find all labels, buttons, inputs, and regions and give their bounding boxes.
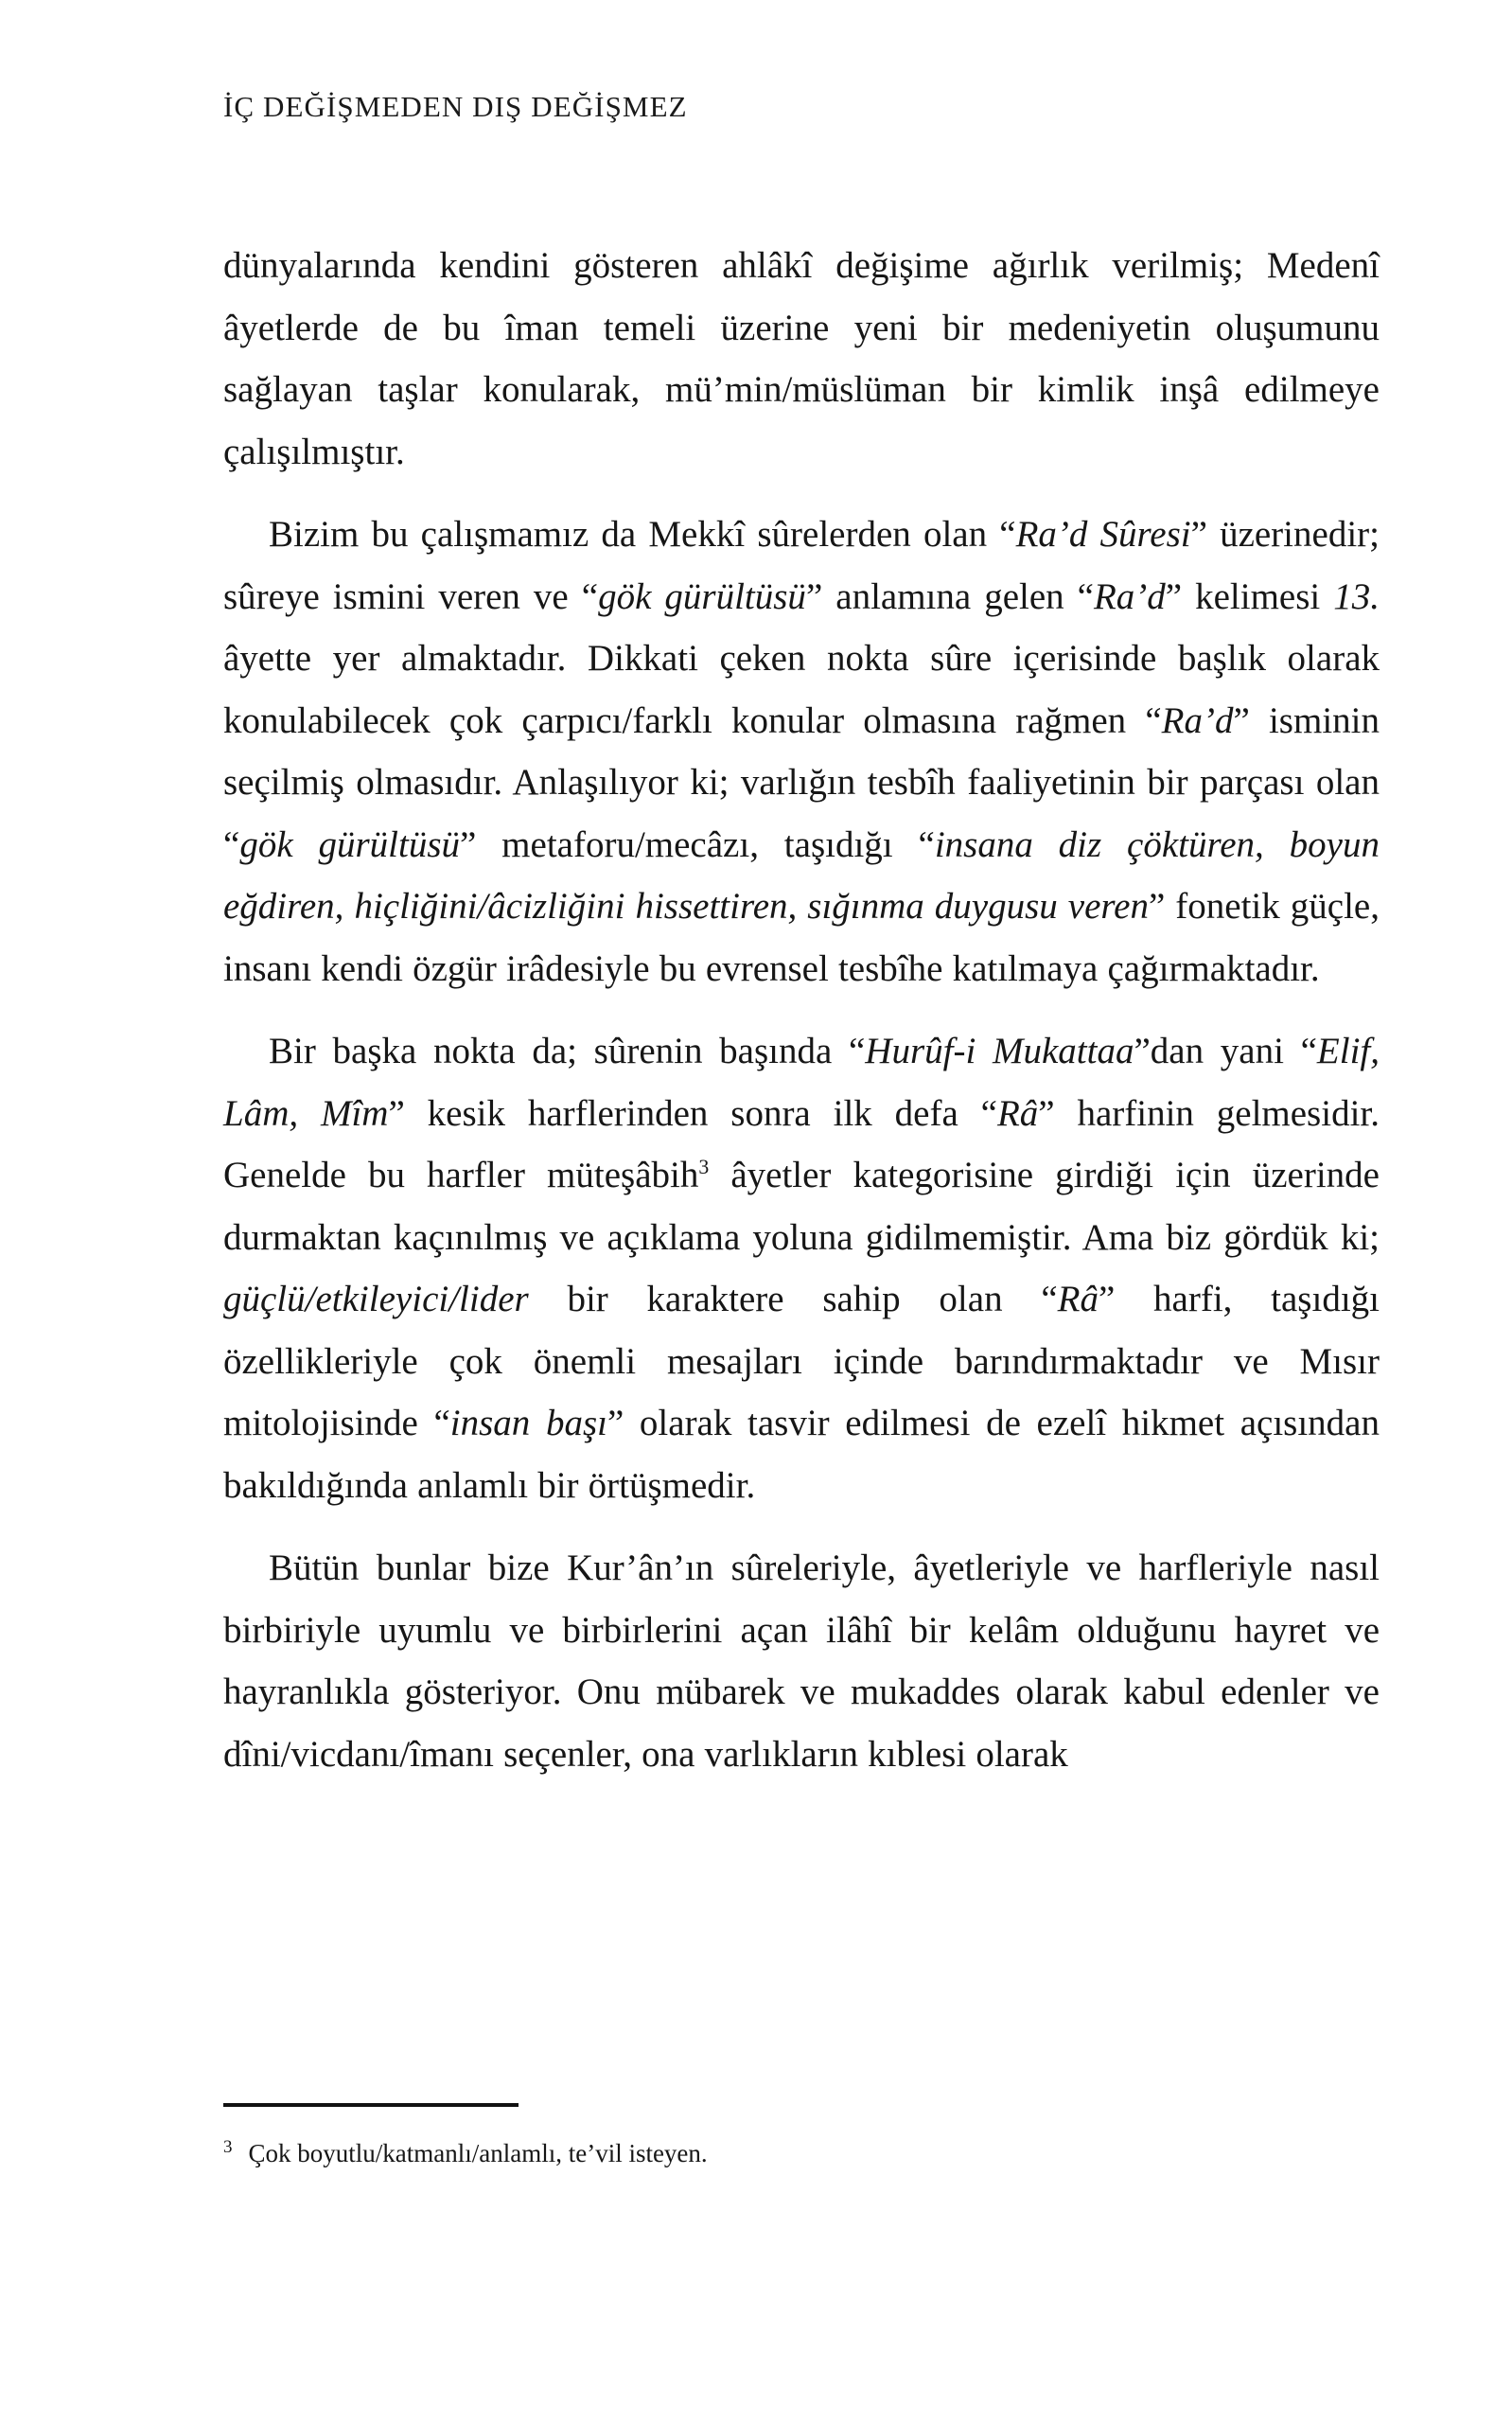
italic-run: Ra’d Sûresi xyxy=(1015,514,1191,555)
paragraph-p3 xyxy=(223,1020,1380,1516)
italic-run: Hurûf-i Mukattaa xyxy=(865,1031,1134,1071)
text-run: ” üzerinedir; sûreye ismini veren ve “ xyxy=(223,514,1380,617)
italic-run: Râ xyxy=(996,1092,1039,1134)
text-run: ” fonetik güçle, insanı kendi özgür irâdesiyle bu evrensel tesbîhe katılmaya çağırmaktadır. xyxy=(223,886,1380,989)
italic-run: gök gürültüsü xyxy=(239,823,461,865)
italic-run: Râ xyxy=(1057,1279,1099,1319)
text-run: âyette yer almaktadır. Dikkati çeken nokta sûre içerisinde başlık olarak konulabilecek çok çarpıcı/farklı konular olmasına rağmen “ xyxy=(223,638,1380,741)
paragraph-p1 xyxy=(223,235,1380,483)
footnote-marker: 3 xyxy=(223,2137,233,2157)
text-run: dünyalarında kendini gösteren ahlâkî değişime ağırlık verilmiş; Medenî âyetlerde de bu îman temeli üzerine yeni bir medeniyetin oluşumunu sağlayan taşlar konularak, mü’min/müslüman bir kimlik inşâ edilmeye çalışılmıştır. xyxy=(223,245,1380,472)
footnote-item xyxy=(223,2135,1380,2171)
text-run: ” isminin seçilmiş olmasıdır. Anlaşılıyor ki; varlığın tesbîh faaliyetinin bir parçası olan “ xyxy=(223,699,1380,865)
text-run: ” harfi, taşıdığı özellikleriyle çok önemli mesajları içinde barındırmaktadır ve Mısır mitolojisinde “ xyxy=(223,1279,1380,1443)
footnote-reference[interactable]: 3 xyxy=(698,1156,710,1178)
text-run: Bizim bu çalışmamız da Mekkî sûrelerden olan “ xyxy=(269,514,1016,555)
text-run: ” kesik harflerinden sonra ilk defa “ xyxy=(388,1092,997,1134)
italic-run: Elif, Lâm, Mîm xyxy=(223,1031,1380,1134)
footnote-text: Çok boyutlu/katmanlı/anlamlı, te’vil isteyen. xyxy=(248,2139,708,2167)
paragraph-p2 xyxy=(223,504,1380,999)
text-run: Bir başka nokta da; sûrenin başında “ xyxy=(269,1031,866,1071)
text-run: ” anlamına gelen “ xyxy=(805,575,1094,617)
text-run: Bütün bunlar bize Kur’ân’ın sûreleriyle, âyetleriyle ve harfleriyle nasıl birbiriyle uyumlu ve birbirlerini açan ilâhî bir kelâm olduğunu hayret ve hayranlıkla gösteriyor. Onu mübarek ve mukaddes olarak kabul edenler ve dîni/vicdanı/îmanı seçenler, ona varlıkların kıblesi olarak xyxy=(223,1548,1380,1775)
text-run: ”dan yani “ xyxy=(1134,1031,1317,1071)
text-run: ” harfinin gelmesidir. Genelde bu harfler müteşâbih xyxy=(223,1092,1380,1195)
running-head: İÇ DEĞİŞMEDEN DIŞ DEĞİŞMEZ xyxy=(223,90,688,123)
italic-run: güçlü/etkileyici/lider xyxy=(223,1279,529,1319)
text-run: ” olarak tasvir edilmesi de ezelî hikmet açısından bakıldığında anlamlı bir örtüşmedir. xyxy=(223,1403,1380,1506)
paragraph-p4 xyxy=(223,1537,1380,1785)
italic-run: insan başı xyxy=(449,1403,607,1443)
text-run: bir karaktere sahip olan “ xyxy=(528,1279,1058,1319)
italic-run: gök gürültüsü xyxy=(598,575,806,617)
italic-run: 13. xyxy=(1333,575,1380,617)
main-text-block xyxy=(223,235,1380,1785)
italic-run: Ra’d xyxy=(1161,699,1234,741)
footnote-area xyxy=(223,2103,1380,2171)
italic-run: Ra’d xyxy=(1093,575,1166,617)
text-run: ” kelimesi xyxy=(1165,575,1334,617)
footnote-separator-rule xyxy=(223,2103,519,2107)
italic-run: insana diz çöktüren, boyun eğdiren, hiçliğini/âcizliğini hissettiren, sığınma duygusu veren xyxy=(223,823,1380,927)
text-run: ” metaforu/mecâzı, taşıdığı “ xyxy=(460,823,935,865)
text-run: âyetler kategorisine girdiği için üzerinde durmaktan kaçınılmış ve açıklama yoluna gidilmemiştir. Ama biz gördük ki; xyxy=(223,1155,1380,1258)
